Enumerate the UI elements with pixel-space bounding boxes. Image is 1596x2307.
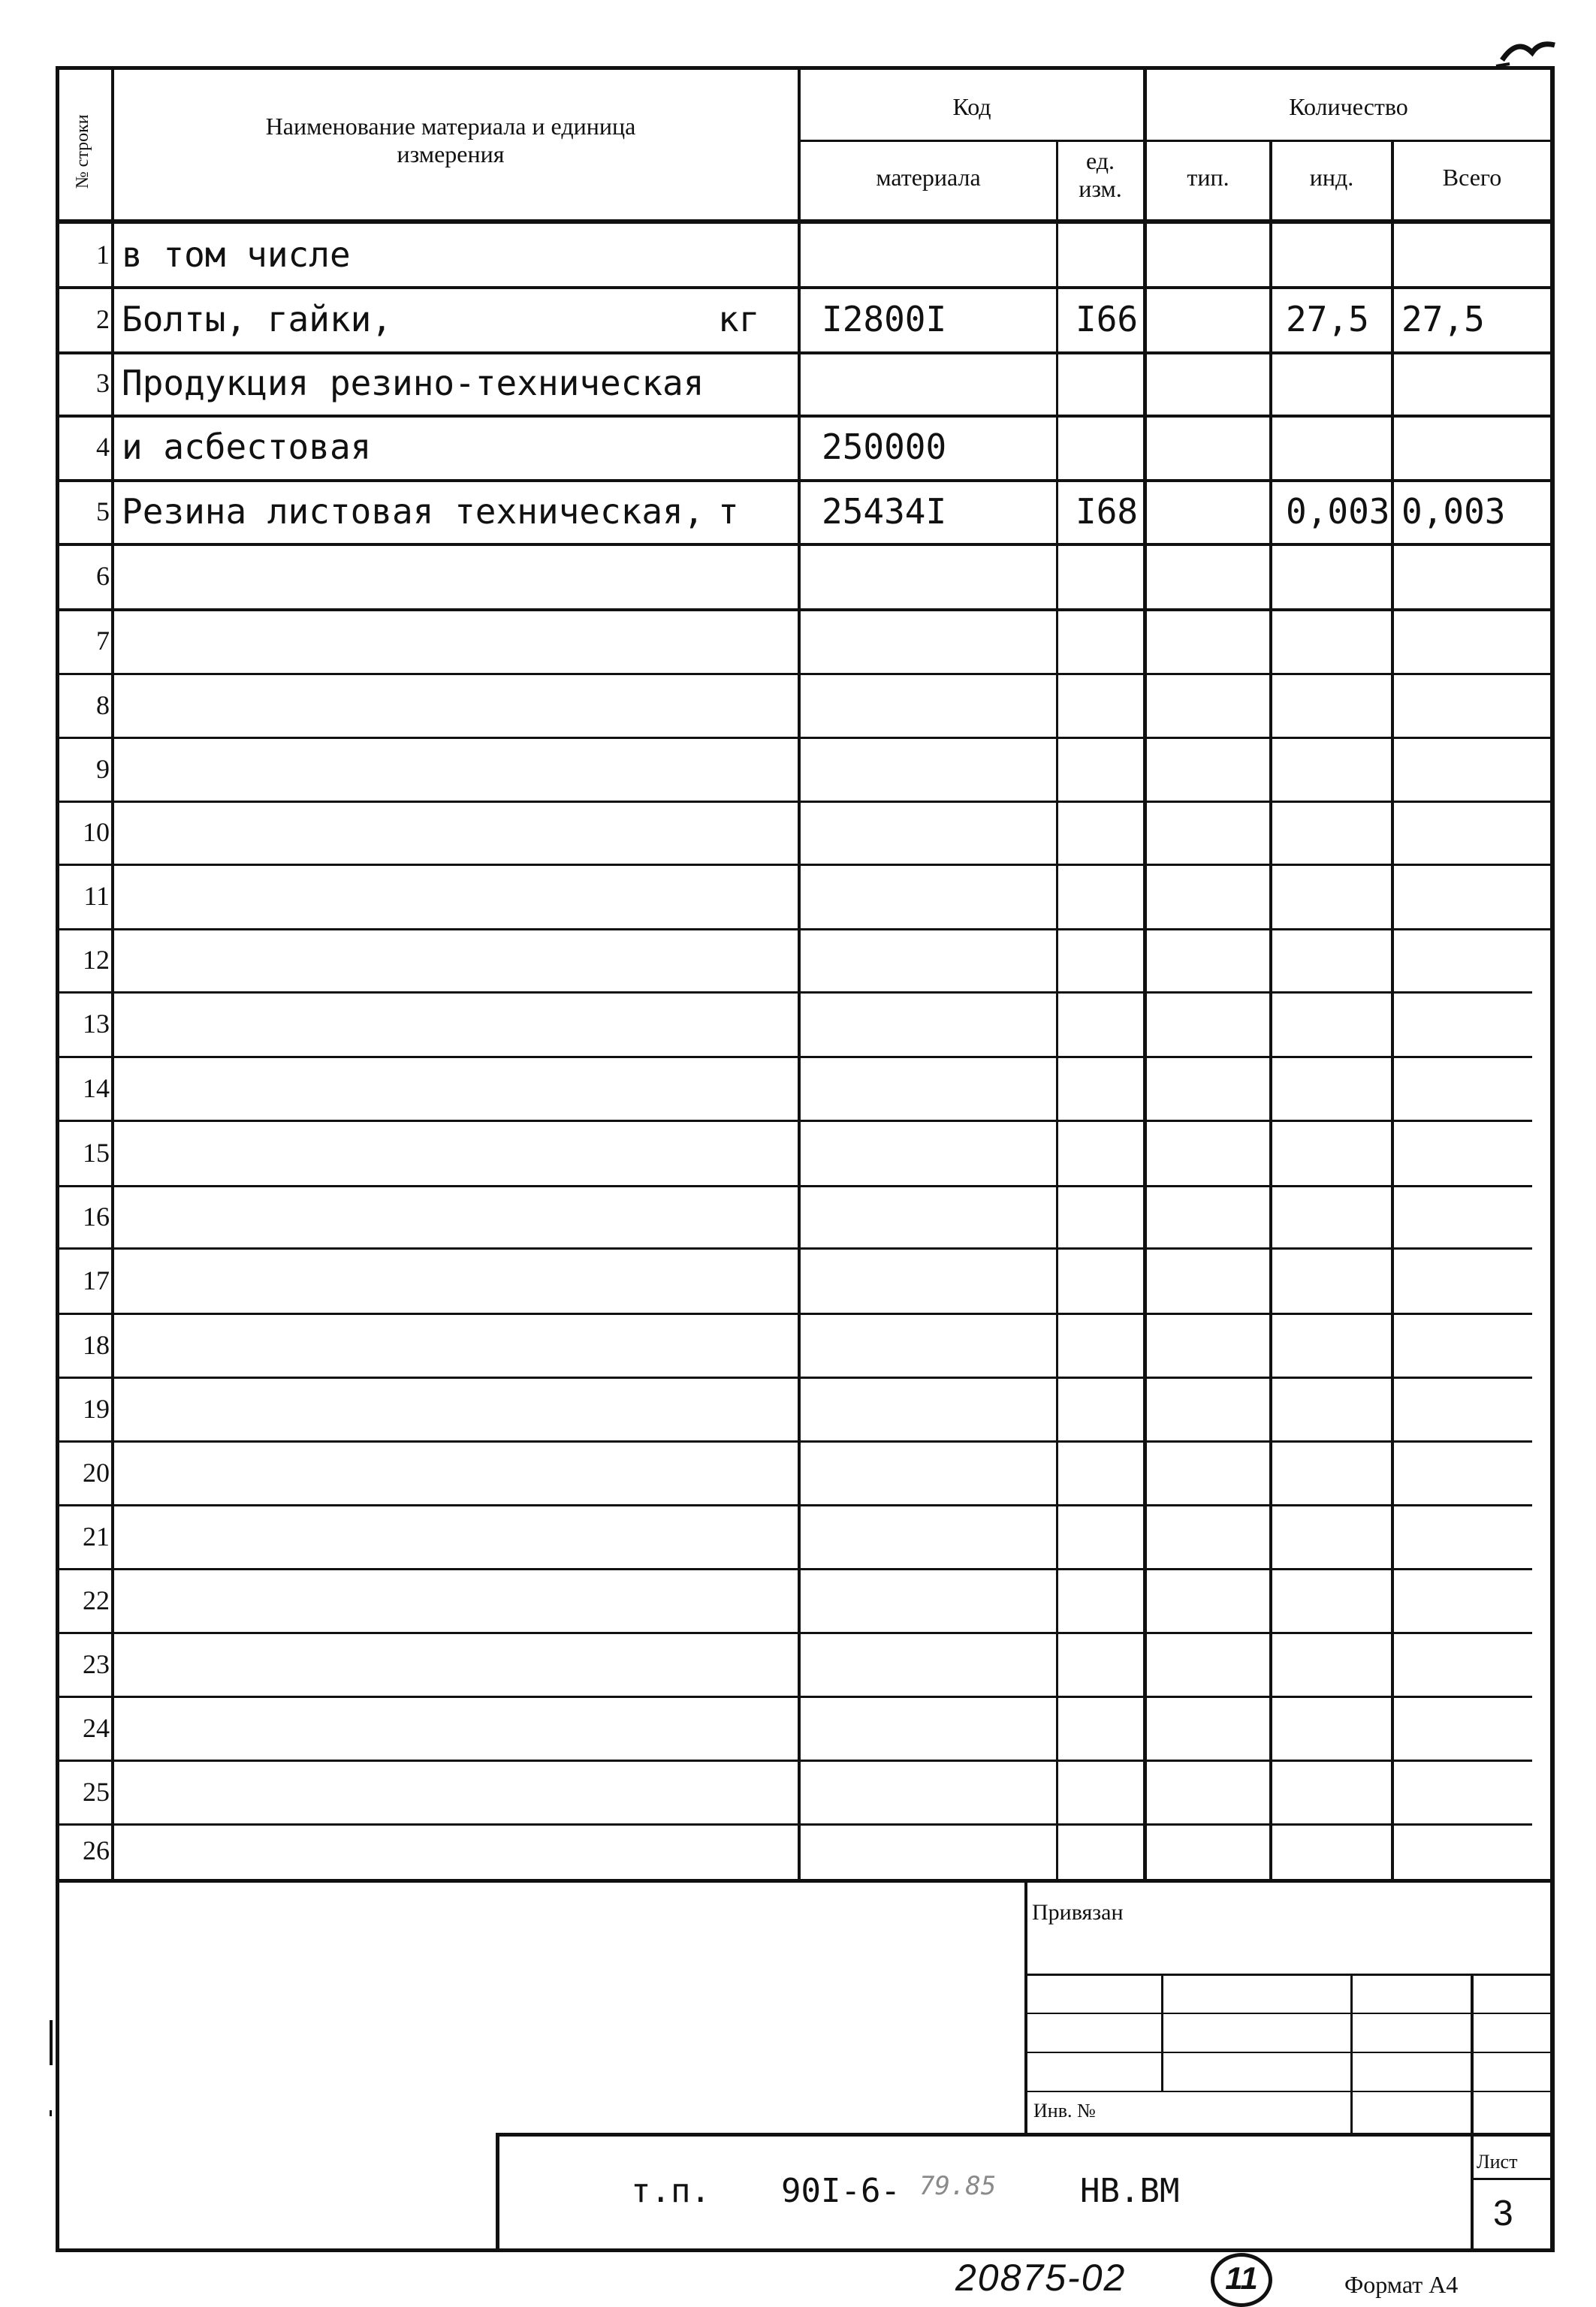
circled-number-text: 11: [1225, 2260, 1258, 2296]
name-column-header: Наименование материала и единица измерения: [265, 113, 636, 167]
row-number: 13: [83, 1009, 110, 1039]
document-prefix: т.п.: [631, 2172, 711, 2210]
material-code: 25434I: [822, 491, 947, 532]
row-number: 26: [83, 1835, 110, 1865]
row-number: 4: [96, 432, 110, 462]
row-number: 10: [83, 817, 110, 847]
archive-number: 20875-02: [955, 2257, 1127, 2299]
row-separator: [59, 801, 1550, 803]
row-number: 9: [96, 754, 110, 784]
unit-code-header: ед. изм.: [1079, 147, 1122, 202]
row-number: 14: [83, 1073, 110, 1103]
total-quantity: 0,003: [1401, 491, 1506, 532]
unit-text: кг: [718, 299, 760, 339]
row-number: 18: [83, 1330, 110, 1360]
row-number: 19: [83, 1394, 110, 1424]
unit-text: т: [718, 491, 739, 532]
row-separator: [59, 1823, 1532, 1826]
row-separator: [59, 608, 1550, 611]
row-number: 3: [96, 368, 110, 398]
row-separator: [59, 1313, 1532, 1315]
row-separator: [59, 991, 1532, 994]
row-number: 11: [83, 881, 110, 911]
row-separator: [59, 1696, 1532, 1698]
document-number-faded: 79.85: [919, 2171, 997, 2201]
row-number: 15: [83, 1138, 110, 1168]
material-code: I2800I: [822, 299, 947, 339]
ind-quantity-header: инд.: [1309, 164, 1354, 191]
row-separator: [59, 737, 1550, 739]
total-quantity: 27,5: [1401, 299, 1485, 339]
row-separator: [59, 1377, 1532, 1379]
sheet-label: Лист: [1477, 2151, 1518, 2173]
row-separator: [59, 1056, 1532, 1058]
row-number: 20: [83, 1458, 110, 1488]
material-name: в том числе: [122, 234, 351, 275]
row-separator: [59, 479, 1550, 482]
row-number: 22: [83, 1585, 110, 1615]
row-number: 21: [83, 1521, 110, 1552]
sheet-number: 3: [1493, 2194, 1513, 2233]
row-separator: [59, 1440, 1532, 1443]
row-separator: [59, 1632, 1532, 1634]
row-separator: [59, 351, 1550, 354]
row-separator: [59, 1504, 1532, 1506]
privyazan-label: Привязан: [1032, 1900, 1124, 1925]
row-number: 25: [83, 1777, 110, 1807]
row-separator: [59, 1568, 1532, 1570]
row-separator: [59, 1185, 1532, 1187]
row-separator: [59, 928, 1550, 930]
code-group-header: Код: [952, 93, 991, 120]
row-number: 16: [83, 1202, 110, 1232]
row-number: 5: [96, 496, 110, 526]
row-separator: [59, 1247, 1532, 1250]
row-number: 1: [96, 240, 110, 270]
row-number: 6: [96, 561, 110, 591]
row-number: 8: [96, 690, 110, 720]
row-number: 17: [83, 1265, 110, 1295]
row-separator: [59, 543, 1550, 546]
material-name: Продукция резино-техническая: [122, 363, 704, 403]
document-suffix: НВ.ВМ: [1080, 2172, 1180, 2210]
material-code: 250000: [822, 427, 947, 467]
inventory-number-label: Инв. №: [1033, 2100, 1096, 2122]
material-name: Резина листовая техническая,: [122, 491, 704, 532]
document-number: 90I-6-: [781, 2172, 901, 2210]
ind-quantity: 0,003: [1286, 491, 1390, 532]
row-number: 24: [83, 1713, 110, 1743]
material-code-header: материала: [876, 164, 981, 191]
row-separator: [59, 673, 1550, 675]
ind-quantity: 27,5: [1286, 299, 1369, 339]
material-name: Болты, гайки,: [122, 299, 393, 339]
total-quantity-header: Всего: [1442, 164, 1502, 191]
row-separator: [59, 1120, 1532, 1122]
row-number: 7: [96, 626, 110, 656]
row-number: 12: [83, 945, 110, 975]
unit-code: I68: [1076, 491, 1139, 532]
row-separator: [59, 415, 1550, 418]
row-number: 23: [83, 1649, 110, 1679]
quantity-group-header: Количество: [1289, 93, 1408, 120]
tip-quantity-header: тип.: [1187, 164, 1229, 191]
row-separator: [59, 864, 1550, 866]
row-number: 2: [96, 304, 110, 334]
row-separator: [59, 1760, 1532, 1762]
format-label: Формат А4: [1344, 2271, 1459, 2298]
corner-mark-icon: [1495, 30, 1562, 68]
material-name: и асбестовая: [122, 427, 372, 467]
row-separator: [59, 286, 1550, 289]
unit-code: I66: [1076, 299, 1139, 339]
